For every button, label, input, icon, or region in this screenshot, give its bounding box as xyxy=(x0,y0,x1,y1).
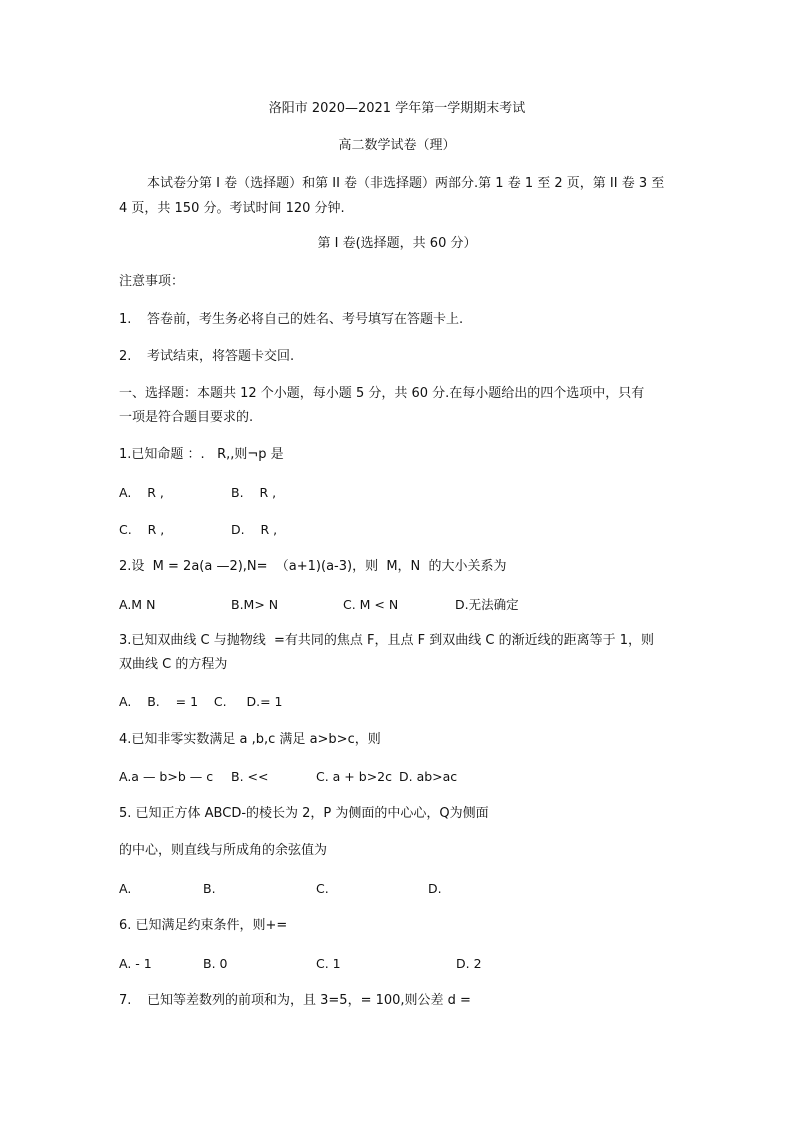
q6-stem: 6. 已知满足约束条件，则+= xyxy=(119,918,288,933)
exam-title: 洛阳市 2020—2021 学年第一学期期末考试 xyxy=(268,101,526,116)
q5-option-c: C. xyxy=(316,881,329,896)
exam-subtitle: 高二数学试卷（理） xyxy=(338,138,456,153)
q5-option-d: D. xyxy=(428,881,442,896)
q7-stem: 已知等差数列的前项和为，且 3=5，= 100,则公差 d = xyxy=(147,993,471,1008)
q4-option-b: B. << xyxy=(231,769,269,784)
q4-option-a: A.a — b>b — c xyxy=(119,769,214,784)
q6-option-c: C. 1 xyxy=(316,956,341,971)
q6-option-a: A. - 1 xyxy=(119,956,152,971)
q2-option-a: A.M N xyxy=(119,597,156,612)
note-item-2-number: 2. xyxy=(119,349,132,364)
q3-stem-line-1: 3.已知双曲线 C 与抛物线 =有共同的焦点 F，且点 F 到双曲线 C 的渐近线的距离等于 1，则 xyxy=(119,633,654,648)
q5-option-a: A. xyxy=(119,881,132,896)
q1-option-b: B. R , xyxy=(231,485,277,500)
q1-option-a: A. R , xyxy=(119,485,164,500)
note-item-1-text: 答卷前，考生务必将自己的姓名、考号填写在答题卡上. xyxy=(147,312,464,327)
q4-option-c: C. a + b>2c xyxy=(316,769,392,784)
q1-stem: 1.已知命题 ：. R,,则¬p 是 xyxy=(119,447,284,462)
q5-option-b: B. xyxy=(203,881,216,896)
q3-stem-line-2: 双曲线 C 的方程为 xyxy=(119,657,228,672)
q5-stem-line-2: 的中心，则直线与所成角的余弦值为 xyxy=(119,843,328,858)
notes-heading: 注意事项： xyxy=(119,274,185,289)
q2-option-d: D.无法确定 xyxy=(455,597,519,612)
section1-intro-line-1: 一、选择题：本题共 12 个小题，每小题 5 分，共 60 分.在每小题给出的四个选项中，只有 xyxy=(119,386,645,401)
q4-option-d: D. ab>ac xyxy=(399,769,458,784)
q2-option-b: B.M> N xyxy=(231,597,279,612)
part1-title: 第 I 卷(选择题，共 60 分） xyxy=(317,236,477,251)
q1-option-d: D. R , xyxy=(231,522,278,537)
q6-option-b: B. 0 xyxy=(203,956,228,971)
q4-stem: 4.已知非零实数满足 a ,b,c 满足 a>b>c，则 xyxy=(119,732,381,747)
section1-intro-line-2: 一项是符合题目要求的. xyxy=(119,410,254,425)
q5-stem-line-1: 5. 已知正方体 ABCD-的棱长为 2，P 为侧面的中心心，Q为侧面 xyxy=(119,806,489,821)
q6-option-d: D. 2 xyxy=(456,956,482,971)
note-item-1-number: 1. xyxy=(119,312,132,327)
q3-options: A. B. = 1 C. D.= 1 xyxy=(119,694,283,709)
intro-line-1: 本试卷分第 I 卷（选择题）和第 II 卷（非选择题）两部分.第 1 卷 1 至 2 页，第 II 卷 3 至 xyxy=(147,176,665,191)
q7-number: 7. xyxy=(119,993,132,1008)
q2-stem: 2.设 M = 2a(a —2),N= （a+1)(a-3)，则 M，N 的大小关系为 xyxy=(119,559,507,574)
intro-line-2: 4 页，共 150 分。考试时间 120 分钟. xyxy=(119,201,345,216)
q1-option-c: C. R , xyxy=(119,522,165,537)
note-item-2-text: 考试结束，将答题卡交回. xyxy=(147,349,295,364)
q2-option-c: C. M < N xyxy=(343,597,399,612)
